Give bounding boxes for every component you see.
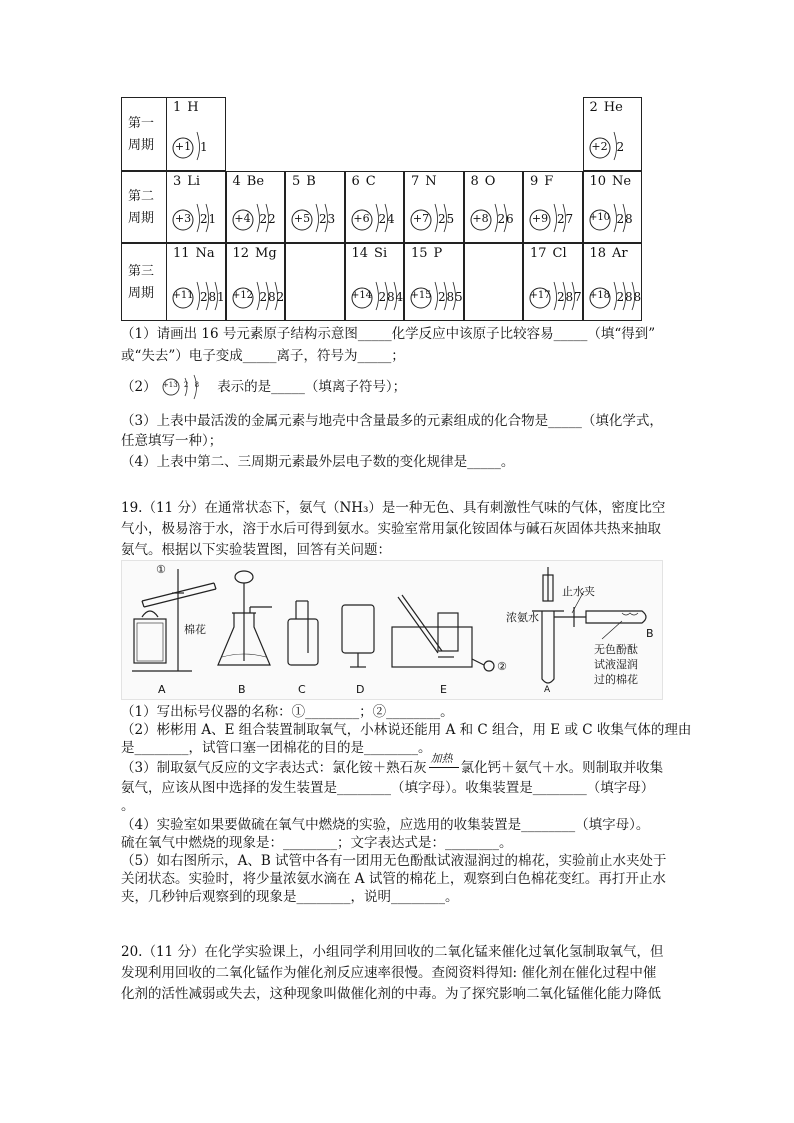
atom-structure-icon	[346, 172, 406, 244]
q20-line-1: 20.（11 分）在化学实验课上，小组同学利用回收的二氧化锰来催化过氧化氢制取氧气，但	[121, 944, 664, 960]
shell-electron-count: 8	[446, 290, 455, 304]
element-cell-Ar	[583, 243, 643, 321]
q19-sub-3a	[121, 752, 664, 778]
label-B: B	[238, 683, 246, 696]
shell-electron-count: 2	[268, 212, 276, 226]
element-cell-Li	[166, 171, 226, 243]
atomic-number: 2	[589, 100, 598, 115]
atom-structure-icon	[405, 172, 465, 244]
q19-sub-5b: 关闭状态。实验时，将少量浓氨水滴在 A 试管的棉花上，观察到白色棉花变红。再打开止水	[121, 871, 666, 887]
shell-electron-count: 8	[565, 290, 574, 304]
label-E: E	[440, 683, 447, 696]
element-symbol: Mg	[255, 246, 277, 261]
q18-line-4: （3）上表中最活泼的金属元素与地壳中含量最多的元素组成的化合物是_____（填化学式，	[121, 413, 663, 429]
shell-electron-count: 8	[625, 290, 633, 304]
nuclear-charge: +14	[350, 290, 373, 301]
nuclear-charge: +18	[588, 290, 611, 301]
label-cotton-note-1: 无色酚酞	[594, 643, 638, 656]
atom-structure-icon	[584, 172, 644, 244]
q18-line-3-suffix: 表示的是_____（填离子符号）；	[217, 379, 407, 395]
q19-sub-5a: （5）如右图所示，A、B 试管中各有一团用无色酚酞试液湿润过的棉花，实验前止水夹处于	[121, 853, 667, 869]
element-symbol: Ar	[612, 246, 628, 261]
empty-cell	[285, 243, 345, 321]
q19-line-1: 19.（11 分）在通常状态下，氨气（NH₃）是一种无色、具有刺激性气味的气体，密度比空	[121, 500, 666, 516]
element-symbol: Si	[374, 246, 388, 261]
shell-electron-count: 2	[259, 212, 268, 226]
shell-electron-count: 5	[455, 290, 463, 304]
atomic-number: 3	[173, 174, 182, 189]
shell-electron-count: 2	[557, 290, 565, 304]
q18-line-2: 或“失去”）电子变成_____离子，符号为_____；	[121, 348, 405, 364]
q19-sub-3c: 。	[121, 798, 135, 814]
shell-electron-count: 7	[565, 212, 574, 226]
element-symbol: He	[603, 100, 623, 115]
ion-shells: 2 8	[183, 380, 202, 389]
element-cell-C	[345, 171, 405, 243]
label-cotton: 棉花	[184, 623, 206, 636]
period-label: 第一 周期	[127, 116, 154, 153]
shell-electron-count: 8	[625, 212, 633, 226]
element-symbol: Cl	[552, 246, 567, 261]
atomic-number: 15	[411, 246, 428, 261]
nuclear-charge: +2	[591, 140, 608, 153]
element-cell-Si	[345, 243, 405, 321]
element-cell-Ne	[583, 171, 643, 243]
atomic-number: 1	[173, 100, 182, 115]
nuclear-charge: +4	[234, 212, 251, 225]
q18-line-6: （4）上表中第二、三周期元素最外层电子数的变化规律是_____。	[121, 454, 515, 470]
element-cell-Mg	[226, 243, 286, 321]
nuclear-charge: +12	[231, 290, 254, 301]
shell-electron-count: 2	[616, 290, 625, 304]
element-cell-N	[404, 171, 464, 243]
label-C: C	[298, 683, 306, 696]
q19-sub-2b: 是________，试管口塞一团棉花的目的是________。	[121, 740, 432, 756]
q19-sub-4b: 硫在氧气中燃烧的现象是：________；文字表达式是：________。	[121, 835, 513, 851]
atom-structure-icon	[167, 172, 227, 244]
label-A: A	[158, 683, 166, 696]
label-1: ①	[156, 563, 166, 576]
shell-electron-count: 2	[200, 212, 208, 226]
nuclear-charge: +8	[472, 212, 489, 225]
label-cotton-note-2: 试液湿润	[594, 658, 638, 671]
atomic-number: 18	[589, 246, 607, 261]
shell-electron-count: 6	[506, 212, 514, 226]
shell-electron-count: 3	[327, 212, 336, 226]
periodic-table	[121, 97, 642, 321]
shell-electron-count: 2	[616, 140, 625, 154]
shell-electron-count: 2	[319, 212, 327, 226]
nuclear-charge: +3	[174, 212, 192, 225]
shell-electron-count: 2	[497, 212, 506, 226]
label-2: ②	[497, 660, 507, 673]
shell-electron-count: 8	[633, 290, 642, 304]
element-cell-P	[404, 243, 464, 321]
q20-line-2: 发现利用回收的二氧化锰作为催化剂反应速率很慢。查阅资料得知: 催化剂在催化过程中催	[121, 965, 657, 981]
element-symbol: O	[484, 174, 496, 189]
period-label: 第三 周期	[127, 264, 154, 301]
period-label-cell	[121, 97, 167, 171]
q18-line-3-prefix: （2）	[121, 379, 157, 395]
atomic-number: 6	[351, 174, 360, 189]
atomic-number: 8	[470, 174, 479, 189]
period-label-cell	[121, 243, 167, 321]
element-cell-Cl	[523, 243, 583, 321]
q19-sub-5c: 夹，几秒钟后观察到的现象是________，说明________。	[121, 889, 459, 905]
atomic-number: 9	[530, 174, 539, 189]
shell-electron-count: 5	[446, 212, 455, 226]
shell-electron-count: 2	[616, 212, 625, 226]
q18-line-3	[121, 377, 406, 398]
atom-structure-icon	[286, 172, 346, 244]
element-symbol: B	[306, 174, 316, 189]
atomic-number: 7	[411, 174, 420, 189]
nuclear-charge: +6	[353, 212, 370, 225]
shell-electron-count: 2	[378, 212, 387, 226]
atom-structure-icon	[227, 244, 287, 322]
heat-arrow	[427, 752, 461, 778]
apparatus-figure	[121, 560, 663, 700]
element-symbol: H	[187, 100, 199, 115]
element-cell-Na	[166, 243, 226, 321]
shell-electron-count: 4	[395, 290, 404, 304]
shell-electron-count: 2	[557, 212, 565, 226]
shell-electron-count: 2	[200, 290, 208, 304]
empty-cell	[464, 243, 524, 321]
nuclear-charge: +9	[531, 212, 549, 225]
element-symbol: Na	[195, 246, 215, 261]
period-label: 第二 周期	[127, 189, 154, 226]
nuclear-charge: +7	[412, 212, 430, 225]
element-cell-H	[166, 97, 226, 171]
atom-structure-icon	[584, 98, 644, 172]
shell-electron-count: 1	[208, 212, 217, 226]
label-tube-B: B	[646, 627, 654, 640]
nuclear-charge: +17	[529, 290, 551, 301]
shell-electron-count: 1	[217, 290, 225, 304]
atom-structure-icon	[227, 172, 287, 244]
q19-sub-4a: （4）实验室如果要做硫在氧气中燃烧的实验，应选用的收集装置是________（填字母）。	[121, 817, 650, 833]
label-ammonia: 浓氨水	[506, 611, 539, 624]
atom-structure-icon	[167, 244, 227, 322]
element-cell-B	[285, 171, 345, 243]
q18-line-1: （1）请画出 16 号元素原子结构示意图_____化学反应中该原子比较容易_____（填“得到”	[121, 326, 656, 342]
atomic-number: 10	[589, 174, 607, 189]
nuclear-charge: +15	[410, 290, 432, 301]
q19-line-2: 气小，极易溶于水，溶于水后可得到氨水。实验室常用氯化铵固体与碱石灰固体共热来抽取	[121, 521, 661, 537]
atom-structure-icon	[405, 244, 465, 322]
q19-sub-2a: （2）彬彬用 A、E 组合装置制取氧气，小林说还能用 A 和 C 组合，用 E 或 C 收集气体的理由	[121, 722, 692, 738]
shell-electron-count: 2	[276, 290, 285, 304]
nuclear-charge: +11	[172, 290, 194, 301]
shell-electron-count: 2	[378, 290, 387, 304]
atomic-number: 12	[232, 246, 250, 261]
element-cell-He	[583, 97, 643, 171]
ion-nucleus: +13	[162, 380, 178, 389]
element-symbol: C	[365, 174, 376, 189]
atom-structure-icon	[465, 172, 525, 244]
label-D: D	[356, 683, 365, 696]
atom-structure-icon	[524, 172, 584, 244]
shell-electron-count: 2	[438, 212, 446, 226]
shell-electron-count: 2	[438, 290, 446, 304]
shell-electron-count: 7	[574, 290, 582, 304]
element-symbol: N	[425, 174, 437, 189]
period-label-cell	[121, 171, 167, 243]
q20-line-3: 化剂的活性减弱或失去，这种现象叫做催化剂的中毒。为了探究影响二氧化锰催化能力降低	[121, 986, 661, 1002]
label-cotton-note-3: 过的棉花	[594, 673, 638, 686]
atomic-number: 4	[232, 174, 241, 189]
label-tube-A: A	[544, 685, 551, 695]
shell-electron-count: 4	[387, 212, 395, 226]
atom-structure-icon	[524, 244, 584, 322]
shell-electron-count: 8	[208, 290, 217, 304]
atomic-number: 5	[292, 174, 301, 189]
q19-sub-3b: 氨气，应该从图中选择的发生装置是________（填字母）。收集装置是________（填字母）	[121, 780, 655, 796]
element-symbol: Li	[187, 174, 201, 189]
atomic-number: 14	[351, 246, 369, 261]
q19-sub-1: （1）写出标号仪器的名称：①________；②________。	[121, 704, 454, 720]
aluminum-ion-diagram	[161, 378, 213, 398]
atom-structure-icon	[346, 244, 406, 322]
q18-line-5: 任意填写一种）；	[121, 433, 223, 449]
nuclear-charge: +5	[293, 212, 311, 225]
atomic-number: 17	[530, 246, 547, 261]
q19-line-3: 氨气。根据以下实验装置图，回答有关问题：	[121, 542, 391, 558]
atom-structure-icon	[167, 98, 227, 172]
heat-label: 加热	[430, 752, 453, 765]
shell-electron-count: 8	[268, 290, 276, 304]
element-symbol: Ne	[612, 174, 632, 189]
nuclear-charge: +10	[588, 212, 611, 223]
shell-electron-count: 8	[387, 290, 395, 304]
element-symbol: Be	[246, 174, 265, 189]
shell-electron-count: 2	[259, 290, 268, 304]
q19-sub-3a-post: 氯化钙＋氨气＋水。则制取并收集	[460, 760, 664, 776]
q19-sub-3a-pre: （3）制取氨气反应的文字表达式：氯化铵＋熟石灰	[121, 760, 427, 776]
element-symbol: F	[544, 174, 554, 189]
element-symbol: P	[433, 246, 443, 261]
element-cell-F	[523, 171, 583, 243]
atom-structure-icon	[584, 244, 644, 322]
shell-electron-count: 1	[200, 140, 208, 154]
label-clamp: 止水夹	[562, 585, 595, 598]
nuclear-charge: +1	[174, 140, 192, 153]
element-cell-Be	[226, 171, 286, 243]
element-cell-O	[464, 171, 524, 243]
atomic-number: 11	[173, 246, 190, 261]
